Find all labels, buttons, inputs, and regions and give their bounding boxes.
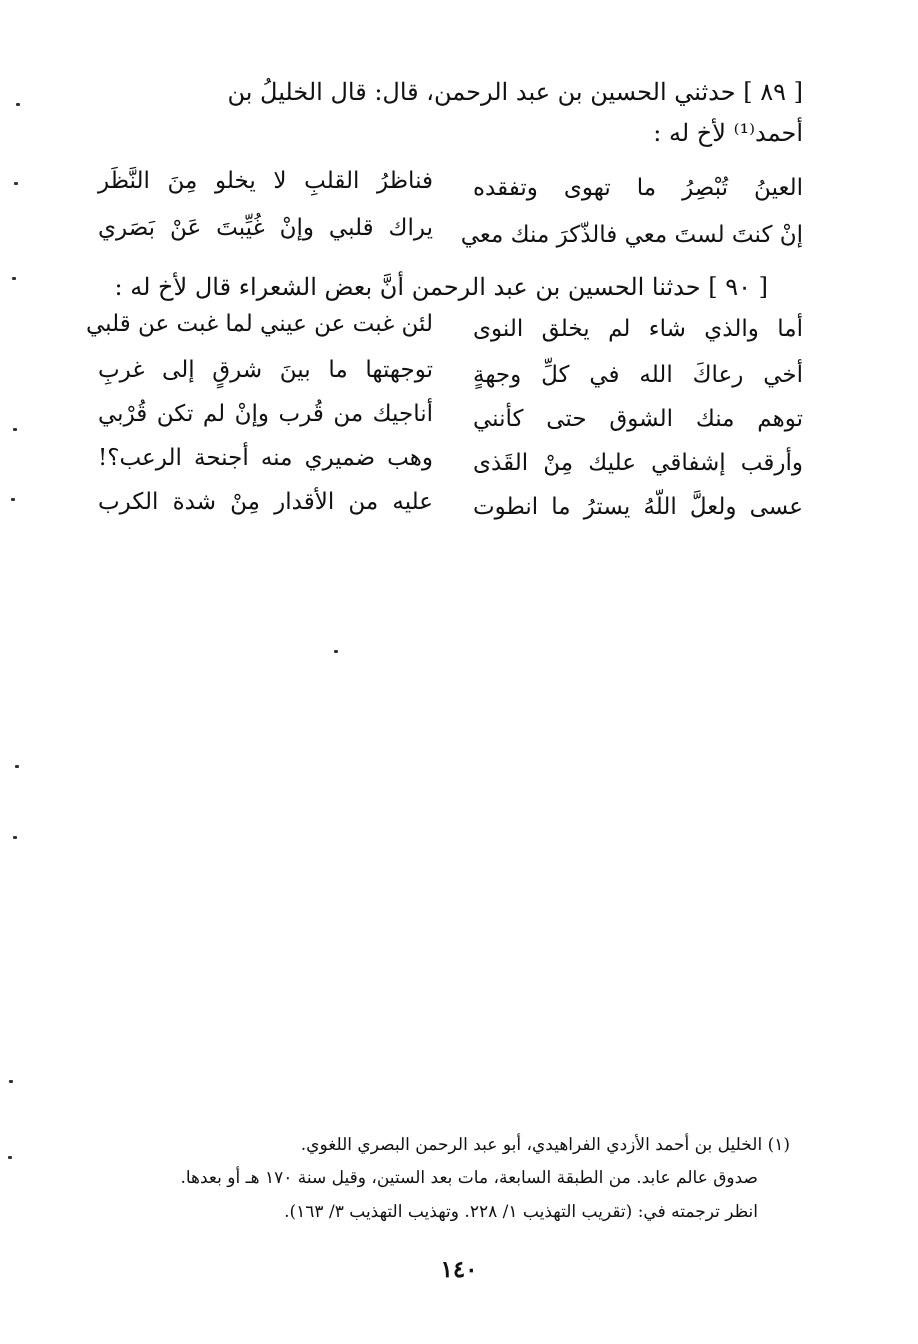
poem-1-verse-1-first-hemistich: العينُ تُبْصِرُ ما تهوى وتفقده bbox=[473, 175, 803, 201]
para-89-line-2: أحمد⁽¹⁾ لأخ له : bbox=[653, 119, 803, 147]
poem-1-verse-2-second-hemistich: يراك قلبي وإنْ غُيِّبتَ عَنْ بَصَري bbox=[98, 215, 433, 241]
poem-2-verse-4-first-hemistich: وأرقب إشفاقي عليك مِنْ القَذى bbox=[473, 450, 803, 476]
poem-2-verse-4-second-hemistich: وهب ضميري منه أجنحة الرعب؟! bbox=[98, 445, 433, 471]
page-number: ١٤٠ bbox=[440, 1256, 478, 1283]
footnote-1-line-3: انظر ترجمته في: (تقريب التهذيب ١/ ٢٢٨. وتهذيب التهذيب ٣/ ١٦٣). bbox=[284, 1202, 758, 1222]
poem-2-verse-1-first-hemistich: أما والذي شاء لم يخلق النوى bbox=[473, 316, 803, 342]
para-89-line-1: [ ٨٩ ] حدثني الحسين بن عبد الرحمن، قال: قال الخليلُ بن bbox=[227, 78, 803, 106]
poem-2-verse-3-second-hemistich: أناجيك من قُرب وإنْ لم تكن قُرْبي bbox=[98, 401, 433, 427]
poem-1-verse-2-first-hemistich: إنْ كنتَ لستَ معي فالذّكرَ منك معي bbox=[460, 222, 803, 248]
footnote-1-line-1: (١) الخليل بن أحمد الأزدي الفراهيدي، أبو عبد الرحمن البصري اللغوي. bbox=[300, 1135, 790, 1155]
poem-2-verse-5-second-hemistich: عليه من الأقدار مِنْ شدة الكرب bbox=[98, 489, 433, 515]
poem-1-verse-1-second-hemistich: فناظرُ القلبِ لا يخلو مِنَ النَّظَر bbox=[98, 168, 433, 194]
poem-2-verse-1-second-hemistich: لئن غبت عن عيني لما غبت عن قلبي bbox=[85, 311, 433, 337]
poem-2-verse-5-first-hemistich: عسى ولعلَّ اللّهُ يسترُ ما انطوت bbox=[473, 494, 803, 520]
para-90: [ ٩٠ ] حدثنا الحسين بن عبد الرحمن أنَّ بعض الشعراء قال لأخ له : bbox=[114, 273, 768, 301]
footnote-1-line-2: صدوق عالم عابد. من الطبقة السابعة، مات بعد الستين، وقيل سنة ١٧٠ هـ أو بعدها. bbox=[180, 1168, 758, 1188]
poem-2-verse-3-first-hemistich: توهم منك الشوق حتى كأنني bbox=[473, 406, 803, 432]
poem-2-verse-2-second-hemistich: توجهتها ما بينَ شرقٍ إلى غربِ bbox=[98, 357, 433, 383]
poem-2-verse-2-first-hemistich: أخي رعاكَ الله في كلِّ وجهةٍ bbox=[473, 362, 803, 388]
